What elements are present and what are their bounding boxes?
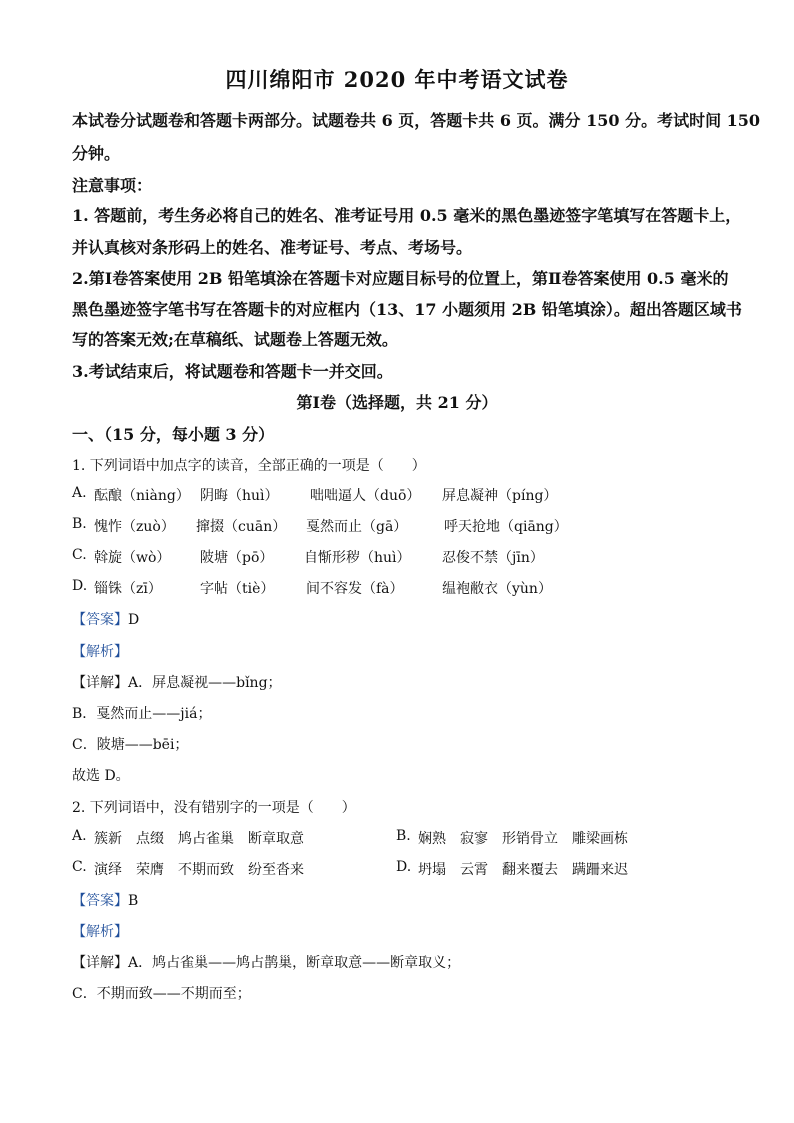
answer-value: B [128, 893, 139, 909]
q1-answer [72, 609, 139, 629]
option-item: 撺掇（cuān） [196, 519, 287, 535]
q2-detail-1 [72, 952, 460, 972]
option-item: 字帖（tiè） [200, 581, 275, 597]
answer-tag: 【答案】 [72, 893, 128, 909]
option-item: 自惭形秽（huì） [304, 550, 411, 566]
option-item: 斡旋（wò） [94, 550, 171, 566]
detail-text: A．屏息凝视——bǐng； [128, 675, 282, 691]
note-2-line-2: 黑色墨迹签字笔书写在答题卡的对应框内（13、17 小题须用 2B 铅笔填涂）。超出答题区域书 [72, 300, 742, 319]
option-label: B. [396, 828, 411, 844]
q2-answer [72, 890, 138, 910]
option-item: 愧怍（zuò） [94, 519, 175, 535]
detail-tag: 【详解】 [72, 675, 128, 691]
note-3: 3.考试结束后，将试题卷和答题卡一并交回。 [72, 362, 393, 381]
option-label: C. [72, 859, 87, 875]
q2-analysis-tag: 【解析】 [72, 924, 128, 940]
option-item: 咄咄逼人（duō） [310, 488, 421, 504]
option-item: 屏息凝神（píng） [442, 488, 558, 504]
option-label: D. [72, 578, 88, 594]
q1-analysis-tag: 【解析】 [72, 644, 128, 660]
option-label: B. [72, 516, 87, 532]
answer-value: D [128, 612, 140, 628]
detail-tag: 【详解】 [72, 955, 128, 971]
q1-detail-1 [72, 672, 282, 692]
option-label: A. [72, 828, 87, 844]
option-item: 锱铢（zī） [94, 581, 162, 597]
q1-stem: 1. 下列词语中加点字的读音，全部正确的一项是（ ） [72, 458, 426, 474]
page-title: 四川绵阳市 2020 年中考语文试卷 [225, 67, 569, 92]
option-item: 戛然而止（gā） [306, 519, 408, 535]
option-text: 演绎 荣膺 不期而致 纷至沓来 [94, 862, 304, 878]
q2-stem: 2. 下列词语中，没有错别字的一项是（ ） [72, 800, 356, 816]
note-1-line-2: 并认真核对条形码上的姓名、准考证号、考点、考场号。 [72, 238, 473, 257]
section-title: 第Ⅰ卷（选择题，共 21 分） [296, 393, 498, 412]
option-text: 簇新 点缀 鸠占雀巢 断章取意 [94, 831, 304, 847]
q1-detail-3: C．陂塘——bēi； [72, 737, 189, 753]
option-item: 缊袍敝衣（yùn） [442, 581, 552, 597]
option-label: A. [72, 485, 87, 501]
intro-line-1: 本试卷分试题卷和答题卡两部分。试题卷共 6 页，答题卡共 6 页。满分 150 分。考试时间 150 [72, 111, 761, 130]
option-item: 陂塘（pō） [200, 550, 274, 566]
option-item: 忍俊不禁（jīn） [442, 550, 544, 566]
q2-detail-2: C．不期而致——不期而至； [72, 986, 251, 1002]
answer-tag: 【答案】 [72, 612, 128, 628]
q1-conclusion: 故选 D。 [72, 768, 130, 784]
option-item: 酝酿（niàng） [94, 488, 190, 504]
intro-line-2: 分钟。 [72, 144, 121, 163]
option-text: 坍塌 云霄 翻来覆去 蹒跚来迟 [418, 862, 628, 878]
q1-detail-2: B．戛然而止——jiá； [72, 706, 212, 722]
option-label: C. [72, 547, 87, 563]
detail-text: A．鸠占雀巢——鸠占鹊巢，断章取意——断章取义； [128, 955, 461, 971]
option-label: D. [396, 859, 412, 875]
part-1-heading: 一、（15 分，每小题 3 分） [72, 425, 275, 444]
option-item: 间不容发（fà） [306, 581, 404, 597]
option-item: 阴晦（huì） [200, 488, 279, 504]
notes-heading: 注意事项： [72, 176, 153, 195]
note-2-line-1: 2.第Ⅰ卷答案使用 2B 铅笔填涂在答题卡对应题目标号的位置上，第Ⅱ卷答案使用 0.5 毫米的 [72, 269, 729, 288]
option-item: 呼天抢地（qiāng） [444, 519, 568, 535]
option-text: 娴熟 寂寥 形销骨立 雕梁画栋 [418, 831, 628, 847]
note-1-line-1: 1. 答题前，考生务必将自己的姓名、准考证号用 0.5 毫米的黑色墨迹签字笔填写在答题卡上， [72, 206, 742, 225]
note-2-line-3: 写的答案无效;在草稿纸、试题卷上答题无效。 [72, 330, 398, 349]
